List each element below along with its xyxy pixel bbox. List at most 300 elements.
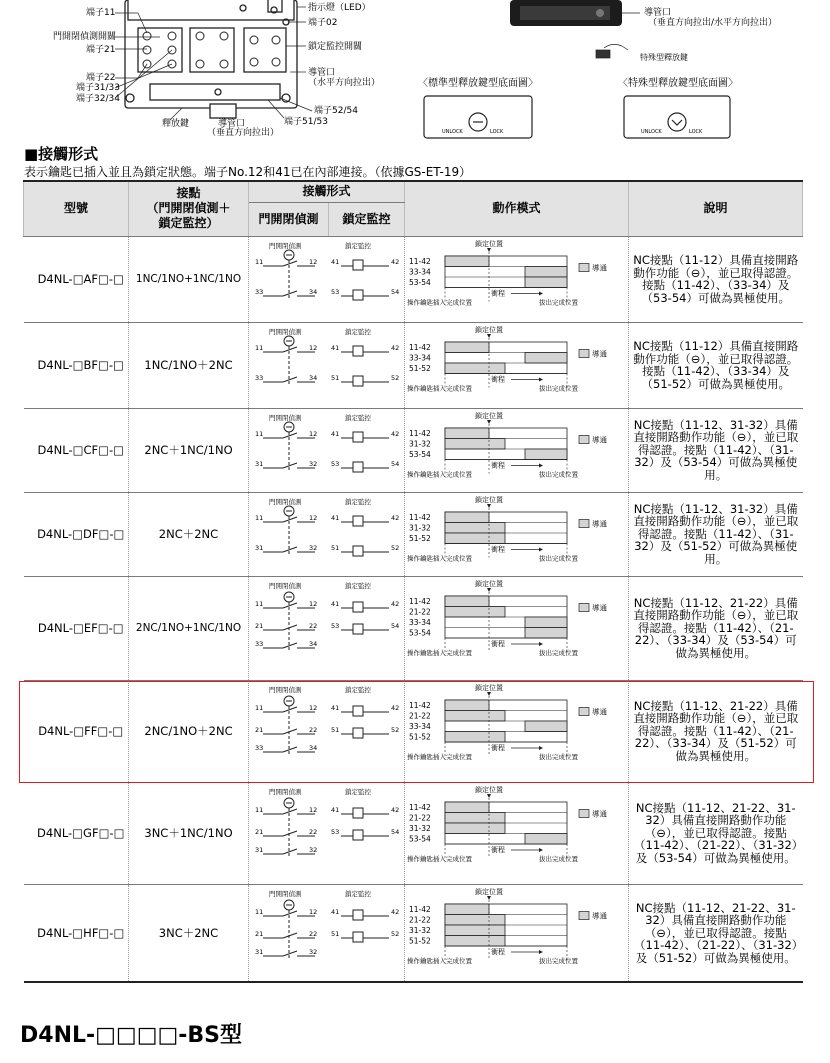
cell-contact: 2NC＋2NC [129, 492, 249, 576]
op-insert-label: 操作鑰匙插入完成位置 [407, 956, 473, 965]
lock-actuator-icon [353, 462, 363, 472]
lock-position-marker [487, 420, 491, 424]
bottom-section-title: D4NL-□□□□-BS型 [20, 1023, 243, 1048]
cell-wiring-diagram [249, 576, 405, 680]
wiring-label-lock-monitor: 鎖定監控 [345, 498, 371, 506]
op-row-label: 21-22 [409, 813, 431, 823]
terminal-number: 31 [255, 544, 264, 552]
cell-wiring-diagram [249, 492, 405, 576]
op-bar [445, 342, 489, 353]
terminal-number: 34 [309, 744, 318, 752]
terminal-number: 51 [331, 726, 340, 734]
cell-operation-pattern [405, 408, 629, 492]
contact-blade [283, 433, 297, 438]
contact-blade [283, 517, 297, 522]
contact-blade [283, 625, 297, 630]
lock-position-marker [487, 588, 491, 592]
section-description: 表示鑰匙已插入並且為鎖定狀態。端子No.12和41已在內部連接。（依據GS-ET-19） [24, 165, 472, 179]
terminal-number: 53 [331, 828, 340, 836]
terminal-number: 12 [309, 344, 318, 352]
operation-diagram [405, 238, 627, 320]
terminal-number: 42 [391, 600, 400, 608]
cell-operation-pattern [405, 236, 629, 322]
op-stroke-label: 衝程 [491, 461, 506, 470]
switch-body-outline [125, 0, 297, 118]
cell-description: NC接點（11-12、31-32）具備直接開路動作功能（⊖），並已取得認證。接點（11-42）、（31-32）及（53-54）可做為異極使用。 [629, 408, 803, 492]
wiring-diagram [249, 494, 405, 574]
op-bar [445, 925, 505, 936]
terminal-number: 53 [331, 460, 340, 468]
special-bottom-view [624, 96, 730, 138]
op-row-label: 31-32 [409, 925, 431, 935]
conduct-legend-label: 導通 [592, 603, 608, 613]
op-row-label: 11-42 [409, 597, 431, 606]
operation-diagram [405, 324, 627, 406]
conduct-legend-swatch [579, 708, 589, 716]
header-model: 型號 [24, 181, 129, 236]
terminal-number: 22 [309, 929, 318, 938]
terminal-number: 41 [331, 430, 340, 438]
cell-wiring-diagram [249, 236, 405, 322]
terminal-number: 21 [255, 828, 264, 836]
terminal-number: 34 [309, 640, 318, 648]
terminal-number: 12 [309, 600, 318, 608]
contact-blade [283, 809, 297, 814]
table-row [24, 492, 803, 576]
op-bar [445, 711, 505, 722]
conduct-legend-label: 導通 [592, 911, 608, 921]
lock-actuator-icon [353, 516, 363, 526]
cell-operation-pattern [405, 576, 629, 680]
terminal-number: 41 [331, 600, 340, 608]
cell-description: NC接點（11-12、31-32）具備直接開路動作功能（⊖），並已取得認證。接點（11-42）、（31-32）及（51-52）可做為異極使用。 [629, 492, 803, 576]
conduct-legend-label: 導通 [592, 707, 608, 717]
op-bar [525, 267, 567, 278]
op-remove-label: 拔出完成位置 [539, 384, 579, 393]
terminal-number: 42 [391, 258, 400, 266]
label-conduit-right: 導管口 [644, 8, 672, 18]
wiring-label-door-detect: 門開閉偵測 [269, 788, 302, 796]
wiring-diagram [249, 682, 405, 780]
lock-actuator-icon [353, 376, 363, 386]
table-row [24, 884, 803, 982]
wiring-label-door-detect: 門開閉偵測 [269, 498, 302, 506]
contact-blade [283, 261, 297, 266]
cell-model: D4NL-□EF□-□ [24, 576, 129, 680]
terminal-number: 11 [255, 600, 264, 608]
label-terminal-22: 端子22 [86, 73, 116, 83]
label-conduit-vertical-note: （垂直方向拉出） [207, 128, 280, 138]
conduct-legend-label: 導通 [592, 435, 608, 445]
cell-contact: 1NC/1NO+1NC/1NO [129, 236, 249, 322]
header-description: 說明 [629, 181, 803, 236]
terminal-number: 21 [255, 622, 264, 630]
table-body [24, 236, 803, 982]
op-row-label: 11-42 [409, 803, 431, 812]
conduct-legend-label: 導通 [592, 263, 608, 273]
contact-blade [283, 831, 297, 836]
conduct-legend-label: 導通 [592, 519, 608, 529]
op-stroke-label: 衝程 [491, 640, 506, 648]
op-lock-position-label: 鎖定位置 [475, 240, 504, 248]
lock-position-marker [487, 794, 491, 798]
op-bar [445, 935, 505, 946]
op-bar [445, 914, 505, 925]
op-bar [445, 700, 489, 711]
terminal-number: 12 [309, 907, 318, 916]
lock-actuator-icon [353, 546, 363, 556]
wiring-label-door-detect: 門開閉偵測 [269, 889, 302, 898]
wiring-diagram [249, 784, 405, 882]
table-row [24, 322, 803, 408]
op-stroke-label: 衝程 [491, 744, 506, 752]
op-row-label: 33-34 [409, 722, 431, 731]
op-bar [445, 439, 505, 450]
header-operation: 動作模式 [405, 181, 629, 236]
cell-contact: 2NC/1NO＋2NC [129, 680, 249, 782]
terminal-number: 32 [309, 947, 318, 956]
lock-position-marker [487, 504, 491, 508]
op-bar [525, 628, 567, 639]
terminal-number: 53 [331, 288, 340, 296]
op-bar [445, 732, 505, 743]
terminal-number: 12 [309, 430, 318, 438]
label-conduit-horizontal: 導管口 [308, 68, 336, 78]
table-row [24, 782, 803, 884]
terminal-number: 33 [255, 640, 264, 648]
op-row-label: 11-42 [409, 257, 431, 266]
op-lock-position-label: 鎖定位置 [475, 496, 504, 504]
contact-form-table [23, 180, 803, 983]
label-conduit-horizontal-note: （水平方向拉出） [308, 78, 381, 88]
terminal-number: 32 [309, 460, 318, 468]
terminal-number: 11 [255, 344, 264, 352]
lock-actuator-icon [353, 346, 363, 356]
op-remove-label: 拔出完成位置 [539, 298, 579, 307]
op-stroke-label: 衝程 [491, 375, 506, 384]
cell-model: D4NL-□CF□-□ [24, 408, 129, 492]
op-remove-label: 拔出完成位置 [539, 470, 579, 479]
label-lock-std: LOCK [490, 129, 504, 135]
header-door-detect: 門開閉偵測 [249, 202, 329, 236]
terminal-number: 41 [331, 258, 340, 266]
stroke-arrow-head [539, 746, 543, 750]
table-row [24, 236, 803, 322]
label-terminal-52-54: 端子52/54 [314, 106, 358, 116]
op-row-label: 11-42 [409, 343, 431, 352]
cell-description: NC接點（11-12、21-22）具備直接開路動作功能（⊖），並已取得認證。接點（11-42）、（21-22）、（33-34）及（51-52）可做為異極使用。 [629, 680, 803, 782]
terminal-number: 54 [391, 828, 400, 836]
terminal-number: 42 [391, 806, 400, 814]
wiring-label-lock-monitor: 鎖定監控 [345, 889, 371, 898]
contact-blade [283, 547, 297, 552]
op-bar [445, 363, 505, 374]
op-insert-label: 操作鑰匙插入完成位置 [407, 298, 473, 307]
lock-position-marker [487, 896, 491, 900]
cell-model: D4NL-□BF□-□ [24, 322, 129, 408]
contact-blade [283, 951, 297, 956]
terminal-number: 33 [255, 374, 264, 382]
lock-actuator-icon [353, 290, 363, 300]
op-stroke-label: 衝程 [491, 545, 506, 554]
label-unlock-std: UNLOCK [442, 129, 463, 135]
op-remove-label: 拔出完成位置 [539, 554, 579, 563]
table-row [24, 680, 803, 782]
terminal-number: 42 [391, 344, 400, 352]
op-row-label: 33-34 [409, 618, 431, 627]
terminal-number: 12 [309, 704, 318, 712]
operation-diagram [405, 494, 627, 574]
terminal-number: 52 [391, 929, 400, 938]
terminal-number: 54 [391, 288, 400, 296]
wiring-label-lock-monitor: 鎖定監控 [345, 582, 371, 590]
lock-actuator-icon [353, 706, 363, 716]
terminal-number: 11 [255, 430, 264, 438]
terminal-number: 33 [255, 288, 264, 296]
terminal-number: 22 [309, 828, 318, 836]
terminal-number: 42 [391, 907, 400, 916]
op-lock-position-label: 鎖定位置 [475, 326, 504, 334]
operation-diagram [405, 682, 627, 780]
lock-position-marker [487, 692, 491, 696]
op-row-label: 11-42 [409, 904, 431, 914]
operation-diagram [405, 578, 627, 678]
terminal-number: 21 [255, 726, 264, 734]
conduct-legend-swatch [579, 264, 589, 272]
wiring-diagram [249, 324, 405, 406]
wiring-diagram [249, 886, 405, 980]
section-title: ■接觸形式 [24, 145, 99, 163]
cell-contact: 2NC＋1NC/1NO [129, 408, 249, 492]
terminal-number: 54 [391, 460, 400, 468]
op-remove-label: 拔出完成位置 [539, 956, 579, 965]
op-bar [445, 802, 489, 813]
terminal-number: 11 [255, 704, 264, 712]
contact-blade [283, 643, 297, 648]
terminal-number: 42 [391, 514, 400, 522]
wiring-label-lock-monitor: 鎖定監控 [345, 414, 371, 422]
wiring-label-lock-monitor: 鎖定監控 [345, 242, 371, 250]
cell-description: NC接點（11-12、21-22、31-32）具備直接開路動作功能（⊖），並已取得認證。接點（11-42）、（21-22）、（31-32）及（51-52）可做為異極使用。 [629, 884, 803, 982]
header-lock-monitor: 鎖定監控 [329, 202, 405, 236]
header-contact-line2: （門開閉偵測＋ [146, 201, 231, 216]
cell-model: D4NL-□DF□-□ [24, 492, 129, 576]
cell-contact: 3NC＋2NC [129, 884, 249, 982]
terminal-number: 31 [255, 947, 264, 956]
op-bar [445, 904, 489, 915]
stroke-arrow-head [539, 848, 543, 852]
cell-wiring-diagram [249, 884, 405, 982]
cell-operation-pattern [405, 782, 629, 884]
conduct-legend-swatch [579, 810, 589, 818]
contact-blade [283, 729, 297, 734]
op-stroke-label: 衝程 [491, 947, 506, 956]
lock-actuator-icon [353, 432, 363, 442]
terminal-number: 52 [391, 374, 400, 382]
contact-blade [283, 849, 297, 854]
op-bar [525, 449, 567, 460]
terminal-number: 51 [331, 374, 340, 382]
op-insert-label: 操作鑰匙插入完成位置 [407, 855, 473, 863]
op-row-label: 53-54 [409, 628, 431, 638]
op-row-label: 53-54 [409, 450, 431, 459]
op-row-label: 11-42 [409, 429, 431, 438]
cell-model: D4NL-□HF□-□ [24, 884, 129, 982]
conduct-legend-swatch [579, 911, 589, 919]
header-contact-line3: 鎖定監控） [158, 216, 219, 231]
label-terminal-51-53: 端子51/53 [284, 117, 328, 127]
header-contact-line1: 接點 [176, 186, 201, 201]
label-terminal-02: 端子02 [308, 18, 338, 28]
op-bar [525, 277, 567, 288]
terminal-number: 51 [331, 929, 340, 938]
terminal-number: 33 [255, 744, 264, 752]
op-insert-label: 操作鑰匙插入完成位置 [407, 384, 473, 393]
cell-model: D4NL-□AF□-□ [24, 236, 129, 322]
label-terminal-11: 端子11 [86, 8, 116, 18]
cell-operation-pattern [405, 322, 629, 408]
op-remove-label: 拔出完成位置 [539, 649, 579, 657]
terminal-number: 11 [255, 907, 264, 916]
terminal-number: 42 [391, 430, 400, 438]
label-conduit-vertical: 導管口 [218, 119, 246, 129]
terminal-number: 42 [391, 704, 400, 712]
lock-actuator-icon [353, 932, 363, 942]
terminal-number: 52 [391, 544, 400, 552]
label-lock-monitor-switch: 鎖定監控開關 [308, 42, 363, 52]
label-special-bottom-view: 〈特殊型釋放鍵型底面圖〉 [618, 78, 738, 89]
terminal-number: 22 [309, 622, 318, 630]
wiring-diagram [249, 238, 405, 320]
conduct-legend-label: 導通 [592, 809, 608, 819]
contact-blade [283, 911, 297, 916]
op-row-label: 33-34 [409, 353, 431, 363]
cell-wiring-diagram [249, 782, 405, 884]
label-lock-special: LOCK [689, 129, 703, 135]
op-bar [525, 617, 567, 628]
contact-blade [283, 933, 297, 938]
cell-operation-pattern [405, 492, 629, 576]
label-std-bottom-view: 〈標準型釋放鍵型底面圖〉 [418, 78, 538, 89]
wiring-label-door-detect: 門開閉偵測 [269, 328, 302, 336]
conduct-legend-swatch [579, 350, 589, 358]
lock-position-marker [487, 248, 491, 252]
terminal-number: 21 [255, 929, 264, 938]
terminal-number: 34 [309, 288, 318, 296]
terminal-number: 11 [255, 258, 264, 266]
terminal-number: 12 [309, 806, 318, 814]
op-row-label: 51-52 [409, 936, 431, 946]
op-row-label: 11-42 [409, 701, 431, 710]
wiring-label-lock-monitor: 鎖定監控 [345, 788, 371, 796]
cell-description: NC接點（11-12、21-22、31-32）具備直接開路動作功能（⊖），並已取得認證。接點（11-42）、（21-22）、（31-32）及（53-54）可做為異極使用。 [629, 782, 803, 884]
wiring-label-door-detect: 門開閉偵測 [269, 242, 302, 250]
label-unlock-special: UNLOCK [641, 129, 662, 135]
op-bar [445, 428, 489, 439]
op-bar [525, 721, 567, 732]
op-row-label: 21-22 [409, 915, 431, 925]
label-conduit-right-note: （垂直方向拉出/水平方向拉出） [648, 18, 778, 28]
op-stroke-label: 衝程 [491, 289, 506, 298]
label-release-key: 釋放鍵 [162, 119, 190, 129]
label-door-detect-switch: 門開閉偵測開關 [53, 32, 117, 42]
op-bar [445, 823, 505, 834]
terminal-number: 41 [331, 907, 340, 916]
contact-blade [283, 603, 297, 608]
op-row-label: 31-32 [409, 523, 431, 533]
terminal-number: 53 [331, 622, 340, 630]
cell-contact: 3NC＋1NC/1NO [129, 782, 249, 884]
lock-actuator-icon [353, 808, 363, 818]
stroke-arrow-head [539, 950, 543, 954]
op-insert-label: 操作鑰匙插入完成位置 [407, 649, 473, 657]
terminal-number: 11 [255, 514, 264, 522]
terminal-number: 51 [331, 544, 340, 552]
cell-operation-pattern [405, 680, 629, 782]
stroke-arrow-head [539, 642, 543, 646]
table-row [24, 576, 803, 680]
op-bar [445, 256, 489, 267]
wiring-label-door-detect: 門開閉偵測 [269, 686, 302, 694]
contact-blade [283, 747, 297, 752]
conduct-legend-swatch [579, 520, 589, 528]
op-bar [525, 834, 567, 845]
op-row-label: 31-32 [409, 439, 431, 449]
lock-actuator-icon [353, 602, 363, 612]
wiring-label-door-detect: 門開閉偵測 [269, 414, 302, 422]
terminal-number: 34 [309, 374, 318, 382]
lock-position-marker [487, 334, 491, 338]
op-bar [445, 523, 505, 534]
label-terminal-32-34: 端子32/34 [76, 94, 120, 104]
label-indicator: 指示燈（LED） [308, 3, 371, 13]
wiring-diagram [249, 410, 405, 490]
terminal-number: 11 [255, 806, 264, 814]
wiring-label-door-detect: 門開閉偵測 [269, 582, 302, 590]
op-remove-label: 拔出完成位置 [539, 753, 579, 761]
op-row-label: 53-54 [409, 834, 431, 844]
header-contact [129, 181, 249, 236]
terminal-number: 22 [309, 726, 318, 734]
cell-description: NC接點（11-12）具備直接開路動作功能（⊖），並已取得認證。接點（11-42）、（33-34）及（53-54）可做為異極使用。 [629, 236, 803, 322]
op-row-label: 11-42 [409, 513, 431, 522]
contact-blade [283, 347, 297, 352]
wiring-diagram [249, 578, 405, 678]
operation-diagram [405, 886, 627, 980]
cell-wiring-diagram [249, 680, 405, 782]
label-special-release-key: 特殊型釋放鍵 [640, 53, 688, 62]
lock-actuator-icon [353, 910, 363, 920]
contact-blade [283, 463, 297, 468]
stroke-arrow-head [539, 464, 543, 468]
op-row-label: 53-54 [409, 278, 431, 287]
cell-wiring-diagram [249, 408, 405, 492]
op-bar [445, 533, 505, 544]
op-bar [525, 353, 567, 364]
op-stroke-label: 衝程 [491, 846, 506, 854]
op-insert-label: 操作鑰匙插入完成位置 [407, 753, 473, 761]
terminal-number: 31 [255, 460, 264, 468]
op-row-label: 21-22 [409, 711, 431, 721]
op-bar [445, 813, 505, 824]
operation-diagram [405, 410, 627, 490]
op-row-label: 51-52 [409, 732, 431, 742]
terminal-number: 31 [255, 846, 264, 854]
op-insert-label: 操作鑰匙插入完成位置 [407, 470, 473, 479]
stroke-arrow-head [539, 378, 543, 382]
conduct-legend-label: 導通 [592, 349, 608, 359]
stroke-arrow-head [539, 548, 543, 552]
